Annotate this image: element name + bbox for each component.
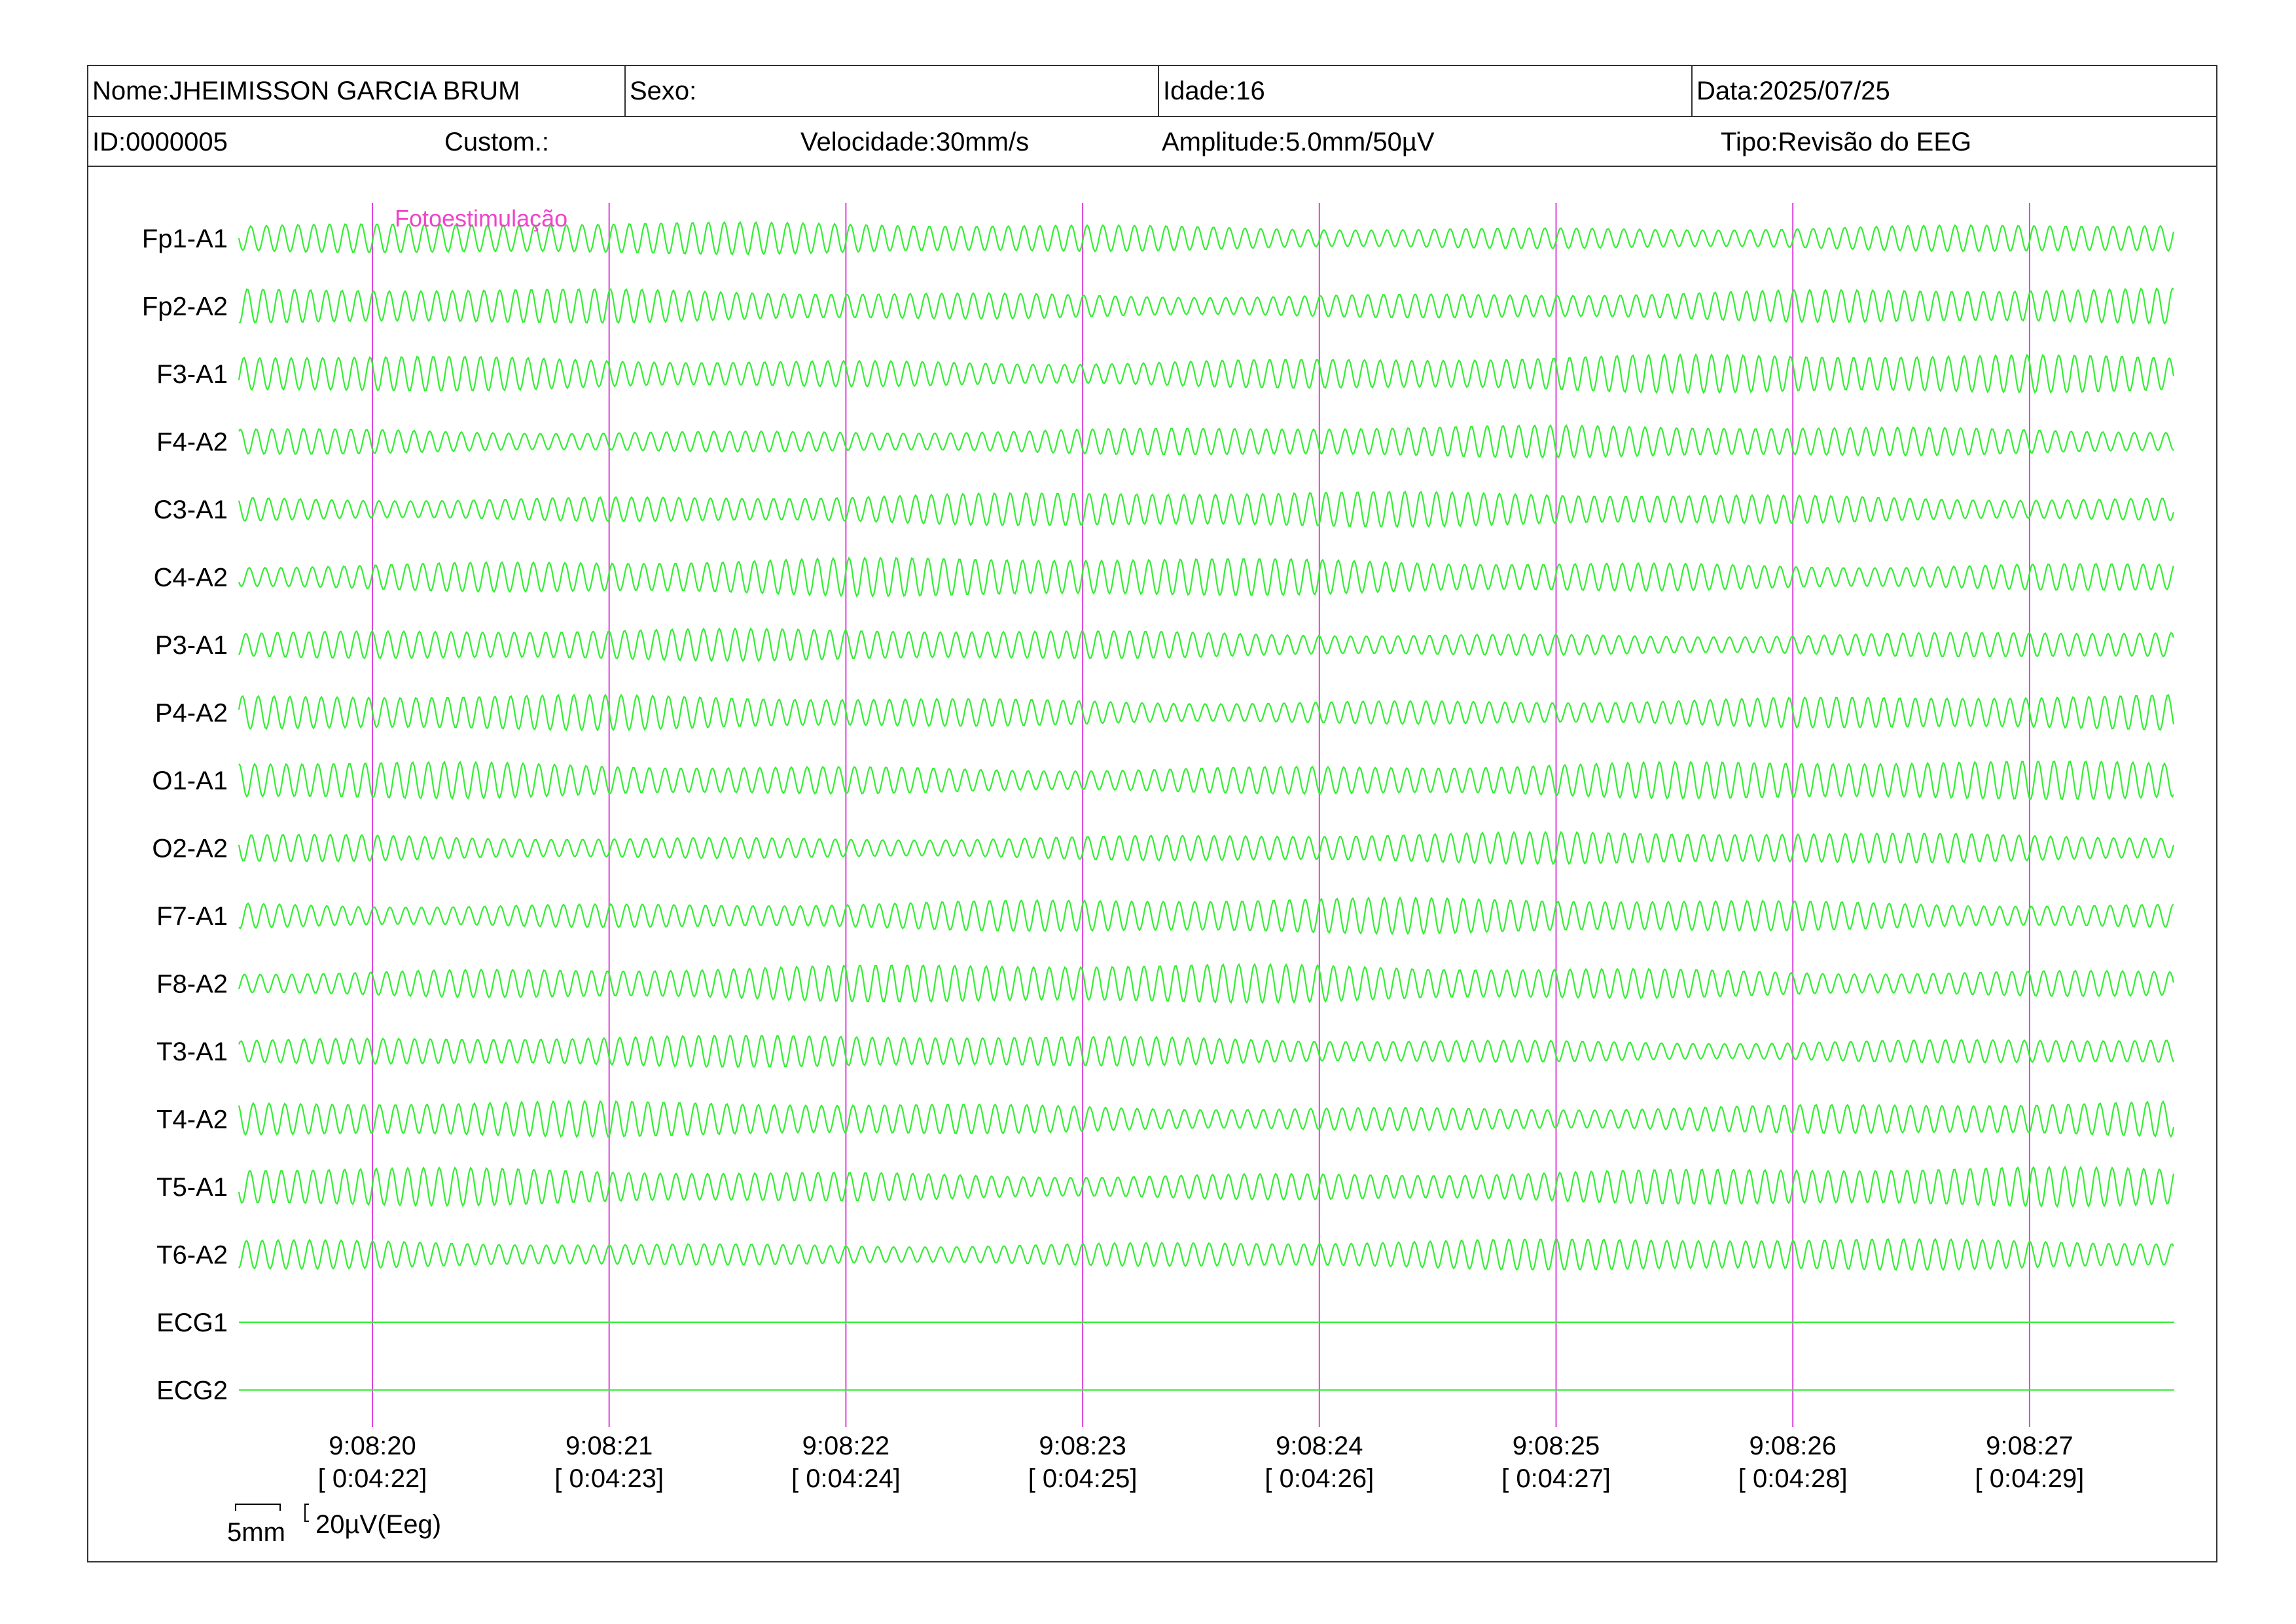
trace-p3-a1	[239, 628, 2174, 660]
tick-clock-7: 9:08:27	[1986, 1432, 2073, 1460]
tick-elapsed-2: [ 0:04:24]	[791, 1464, 901, 1493]
tick-elapsed-4: [ 0:04:26]	[1265, 1464, 1374, 1493]
channel-label-o2-a2: O2-A2	[152, 834, 228, 863]
channel-label-o1-a1: O1-A1	[152, 767, 228, 795]
channel-labels	[142, 225, 228, 1405]
tick-elapsed-6: [ 0:04:28]	[1738, 1464, 1848, 1493]
trace-f8-a2	[239, 964, 2174, 1002]
speed-setting: Velocidade:30mm/s	[800, 128, 1030, 156]
trace-t6-a2	[239, 1239, 2174, 1270]
channel-label-ecg2: ECG2	[156, 1376, 228, 1405]
trace-t5-a1	[239, 1167, 2174, 1206]
tick-elapsed-0: [ 0:04:22]	[317, 1464, 427, 1493]
channel-label-f8-a2: F8-A2	[156, 969, 228, 999]
time-scale-bracket	[236, 1504, 280, 1511]
trace-c3-a1	[239, 492, 2174, 526]
tick-elapsed-7: [ 0:04:29]	[1975, 1464, 2085, 1493]
time-tick-labels	[318, 1432, 2085, 1493]
patient-sex: Sexo:	[624, 66, 1158, 116]
channel-label-p4-a2: P4-A2	[154, 698, 228, 728]
event-label-photostim: Fotoestimulação	[395, 205, 568, 232]
trace-c4-a2	[239, 558, 2174, 596]
channel-label-f4-a2: F4-A2	[156, 427, 228, 457]
trace-fp2-a2	[239, 289, 2174, 323]
trace-f7-a1	[239, 898, 2174, 934]
tick-clock-0: 9:08:20	[329, 1432, 416, 1460]
tick-clock-2: 9:08:22	[802, 1432, 890, 1460]
record-type: Tipo:Revisão do EEG	[1721, 128, 1972, 156]
tick-clock-5: 9:08:25	[1512, 1432, 1600, 1460]
amplitude-scale-bracket	[305, 1504, 309, 1521]
tick-elapsed-1: [ 0:04:23]	[554, 1464, 664, 1493]
channel-label-f7-a1: F7-A1	[156, 902, 228, 931]
channel-label-c3-a1: C3-A1	[153, 496, 228, 524]
patient-id: ID:0000005	[92, 128, 228, 156]
channel-label-t6-a2: T6-A2	[156, 1240, 228, 1270]
trace-f3-a1	[239, 355, 2174, 393]
tick-clock-1: 9:08:21	[565, 1432, 653, 1460]
channel-label-p3-a1: P3-A1	[154, 631, 228, 660]
amplitude-setting: Amplitude:5.0mm/50µV	[1162, 128, 1435, 156]
channel-label-c4-a2: C4-A2	[153, 563, 228, 592]
channel-label-fp1-a1: Fp1-A1	[141, 225, 228, 253]
trace-f4-a2	[239, 425, 2174, 458]
amplitude-scale-label: 20µV(Eeg)	[315, 1510, 442, 1539]
time-scale-label: 5mm	[227, 1518, 285, 1547]
channel-label-ecg1: ECG1	[156, 1308, 228, 1337]
eeg-traces	[239, 223, 2174, 1390]
channel-label-t3-a1: T3-A1	[156, 1038, 228, 1066]
trace-p4-a2	[239, 695, 2174, 731]
tick-clock-6: 9:08:26	[1749, 1432, 1837, 1460]
trace-t4-a2	[239, 1101, 2174, 1136]
tick-clock-3: 9:08:23	[1039, 1432, 1126, 1460]
tick-elapsed-3: [ 0:04:25]	[1028, 1464, 1138, 1493]
tick-elapsed-5: [ 0:04:27]	[1501, 1464, 1611, 1493]
trace-o2-a2	[239, 832, 2174, 863]
channel-label-f3-a1: F3-A1	[156, 360, 228, 389]
channel-label-t4-a2: T4-A2	[156, 1105, 228, 1134]
record-date: Data:2025/07/25	[1691, 66, 2215, 116]
trace-o1-a1	[239, 761, 2174, 799]
trace-t3-a1	[239, 1036, 2174, 1067]
tick-clock-4: 9:08:24	[1276, 1432, 1363, 1460]
channel-label-t5-a1: T5-A1	[156, 1173, 228, 1202]
patient-name: Nome:JHEIMISSON GARCIA BRUM	[92, 77, 520, 105]
custom-field: Custom.:	[444, 128, 550, 156]
channel-label-fp2-a2: Fp2-A2	[141, 292, 228, 321]
patient-age: Idade:16	[1158, 66, 1691, 116]
scale-bar	[227, 1504, 441, 1547]
